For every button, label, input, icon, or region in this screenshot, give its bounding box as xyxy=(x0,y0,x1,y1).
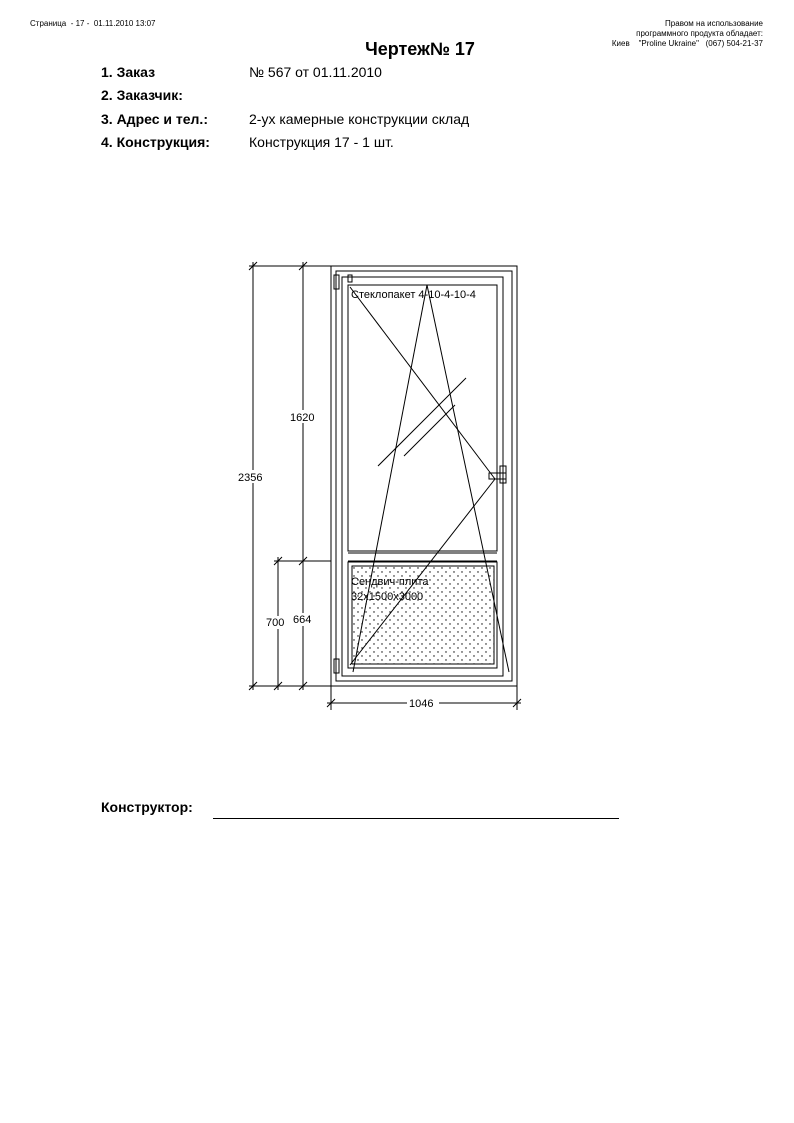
order-value: № 567 от 01.11.2010 xyxy=(249,64,382,80)
panel-label-line1: Сендвич-плита xyxy=(351,576,429,588)
panel-label-line2: 32x1500x3000 xyxy=(351,591,424,603)
dim-upper-height: 1620 xyxy=(290,412,315,424)
page-info: Страница - 17 - 01.11.2010 13:07 xyxy=(30,19,156,28)
dim-total-height: 2356 xyxy=(238,472,263,484)
glass-label: Стеклопакет 4-10-4-10-4 xyxy=(351,289,476,301)
signature-line xyxy=(213,818,619,819)
address-label: 3. Адрес и тел.: xyxy=(101,111,208,127)
address-value: 2-ух камерные конструкции склад xyxy=(249,111,470,127)
dim-lower-inner: 664 xyxy=(293,614,312,626)
rights-line-2: программного продукта обладает: xyxy=(636,29,763,38)
rights-line-3: Киев "Proline Ukraine" (067) 504-21-37 xyxy=(611,39,763,48)
dim-lower-outer: 700 xyxy=(266,617,285,629)
dim-width: 1046 xyxy=(409,698,434,710)
order-label: 1. Заказ xyxy=(101,64,156,80)
construction-label: 4. Конструкция: xyxy=(101,134,210,150)
rights-line-1: Правом на использование xyxy=(665,19,763,28)
construction-value: Конструкция 17 - 1 шт. xyxy=(249,134,394,150)
page-title: Чертеж№ 17 xyxy=(365,39,475,59)
constructor-label: Конструктор: xyxy=(101,799,193,815)
customer-label: 2. Заказчик: xyxy=(101,87,183,103)
